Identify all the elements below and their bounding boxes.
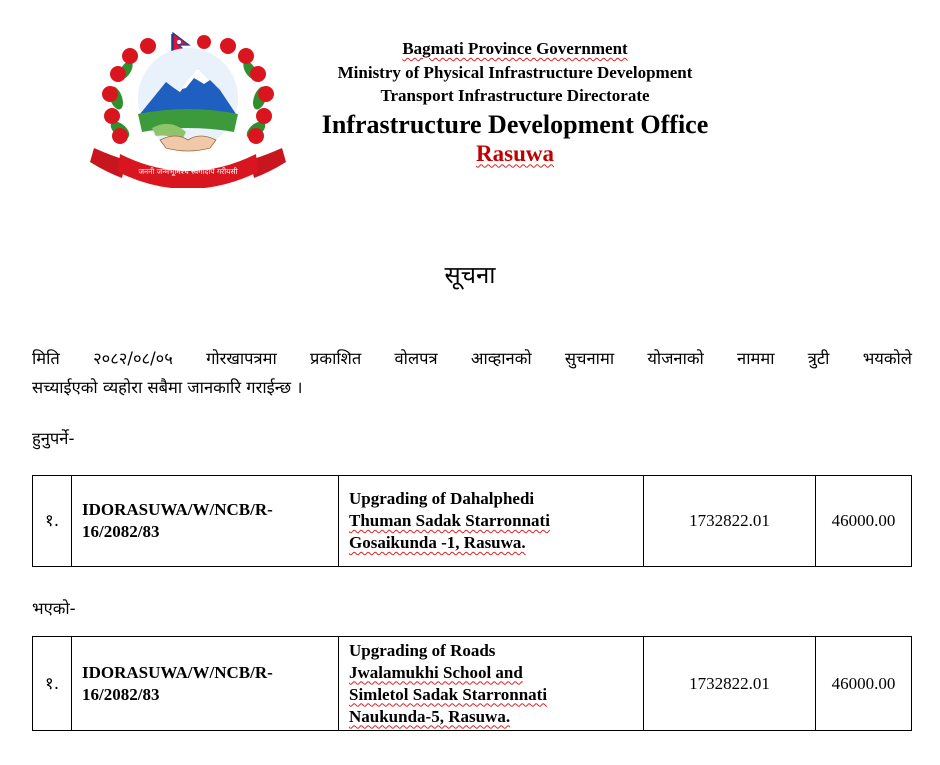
notice-line-1: मिति २०८२/०८/०५ गोरखापत्रमा प्रकाशित वोलपत्र आव्हानको सुचनामा योजनाको नाममा त्रुटी भयकोले bbox=[32, 349, 912, 368]
row-project-name: Upgrading of Dahalphedi Thuman Sadak Starronnati Gosaikunda -1, Rasuwa. bbox=[339, 476, 644, 567]
header-office: Infrastructure Development Office bbox=[321, 109, 709, 139]
emblem-motto: जननी जन्मभूमिश्च स्वर्गादपि गरीयसी bbox=[138, 167, 238, 176]
header-ministry: Ministry of Physical Infrastructure Development bbox=[337, 62, 693, 82]
row-bid-security: 46000.00 bbox=[816, 476, 912, 567]
row-contract-id: IDORASUWA/W/NCB/R- 16/2082/83 bbox=[72, 476, 339, 567]
notice-title: सूचना bbox=[444, 261, 496, 289]
should-be-table bbox=[32, 475, 912, 567]
header-province: Bagmati Province Government bbox=[402, 39, 628, 58]
header-district: Rasuwa bbox=[476, 140, 554, 166]
table-row bbox=[33, 637, 912, 731]
row-bid-security: 46000.00 bbox=[816, 637, 912, 731]
office-header bbox=[260, 37, 770, 168]
was-label: भएको- bbox=[32, 599, 76, 618]
should-be-label: हुनुपर्ने- bbox=[32, 429, 75, 448]
notice-body bbox=[32, 344, 912, 402]
header-directorate: Transport Infrastructure Directorate bbox=[380, 86, 650, 105]
row-contract-id: IDORASUWA/W/NCB/R- 16/2082/83 bbox=[72, 637, 339, 731]
motto-ribbon-icon bbox=[90, 148, 286, 188]
row-serial: १. bbox=[33, 476, 72, 567]
row-serial: १. bbox=[33, 637, 72, 731]
notice-line-2: सच्याईएको व्यहोरा सबैमा जानकारि गराईन्छ । bbox=[32, 378, 303, 397]
row-cost-estimate: 1732822.01 bbox=[644, 637, 816, 731]
table-row bbox=[33, 476, 912, 567]
row-project-name: Upgrading of Roads Jwalamukhi School and Simletol Sadak Starronnati Naukunda-5, Rasuwa. bbox=[339, 637, 644, 731]
row-cost-estimate: 1732822.01 bbox=[644, 476, 816, 567]
was-table bbox=[32, 636, 912, 731]
mountain-scene-icon bbox=[138, 48, 238, 148]
